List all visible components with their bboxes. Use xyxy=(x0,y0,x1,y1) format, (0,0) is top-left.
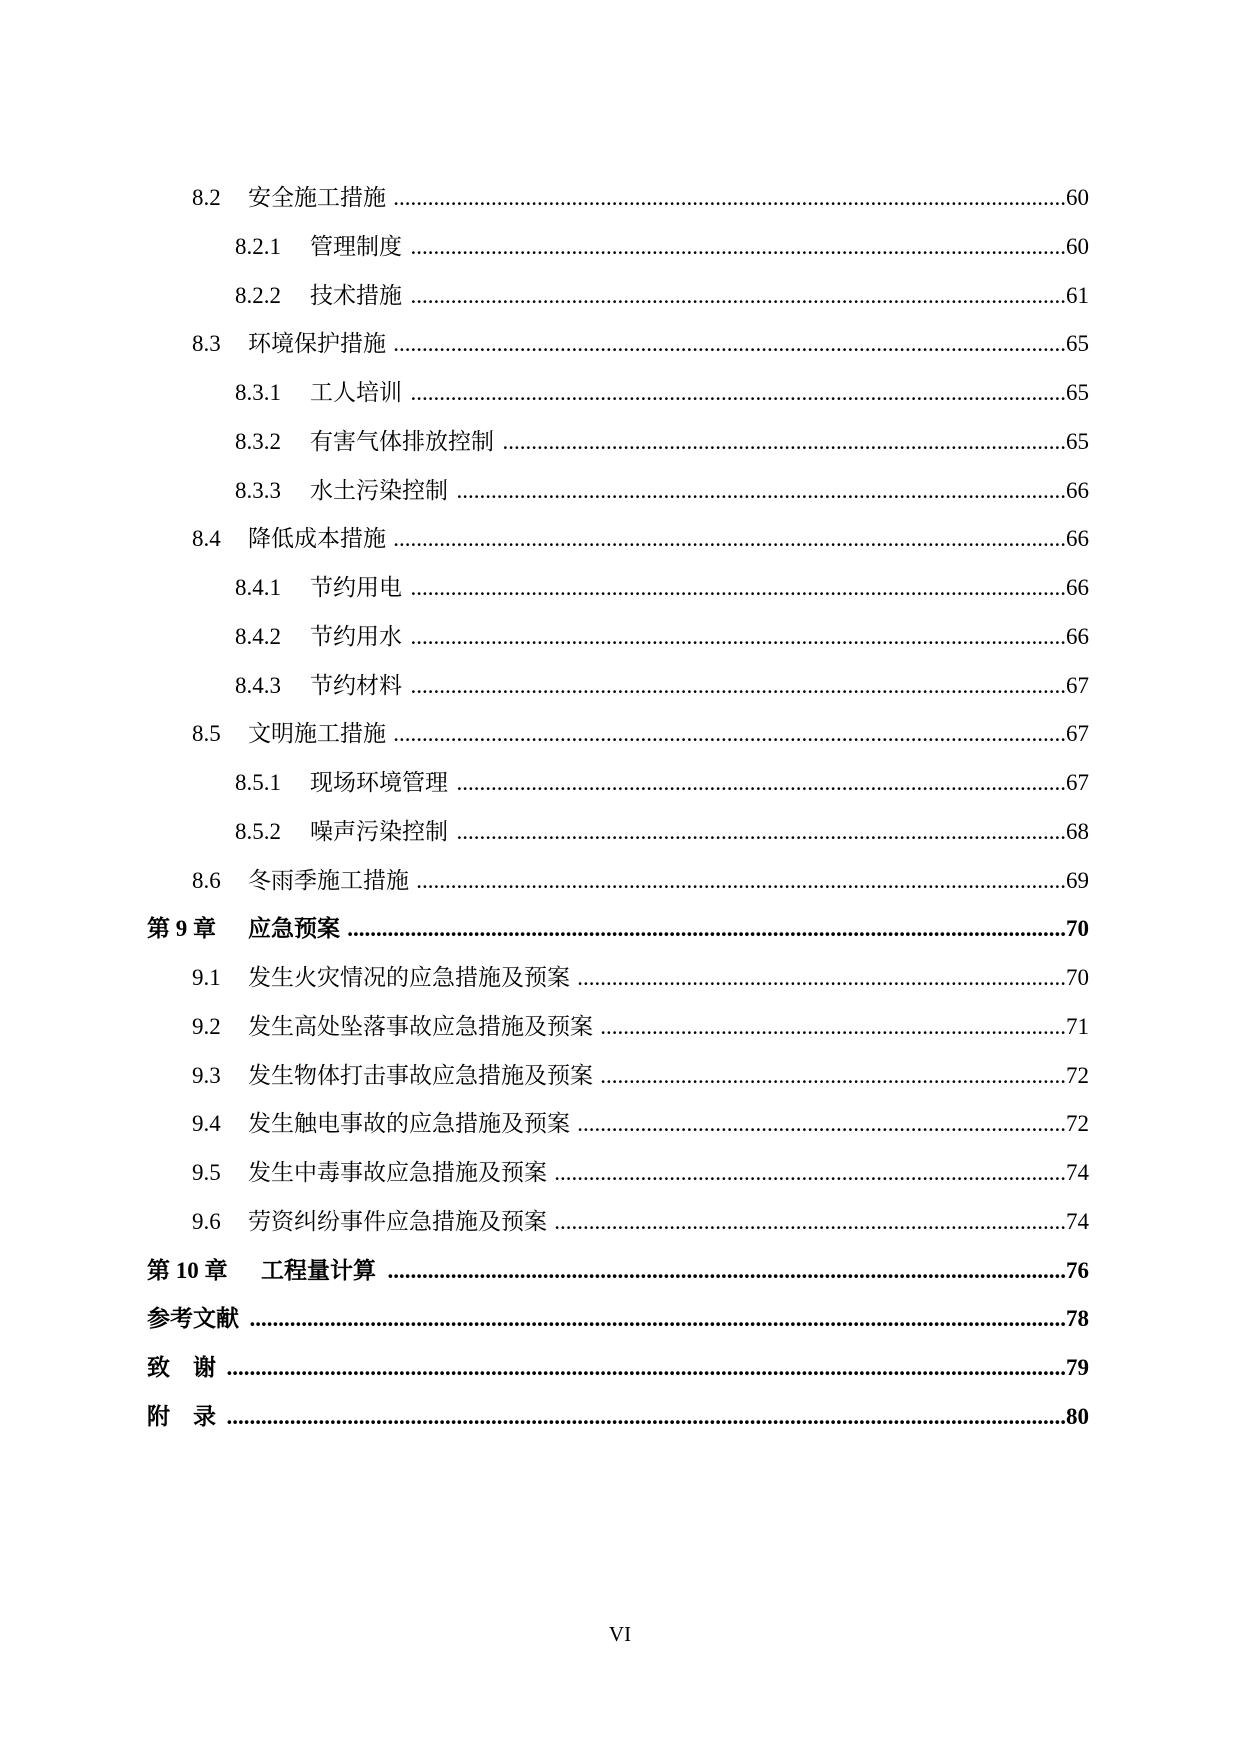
page-ref: 67 xyxy=(1066,721,1089,747)
toc-entry[interactable] xyxy=(235,617,1089,657)
leader-dots: ..................................................................................... xyxy=(577,965,1066,990)
leader-dots: .................................................................................................................. xyxy=(410,623,1066,649)
toc-entry[interactable] xyxy=(147,1397,1089,1437)
toc-entry[interactable] xyxy=(147,1251,1089,1291)
leader-dots: .................................................................................................................. xyxy=(410,282,1066,308)
section-title: 应急预案 xyxy=(248,916,340,942)
toc-entry[interactable] xyxy=(192,861,1089,901)
section-title: 节约用电 xyxy=(310,575,402,600)
leader-dots: .......................................................................................................... xyxy=(456,818,1066,844)
toc-entry[interactable] xyxy=(235,227,1089,267)
leader-dots: .................................................................................................................. xyxy=(410,575,1066,600)
section-title: 工人培训 xyxy=(310,380,402,405)
page-ref: 70 xyxy=(1066,916,1089,942)
section-title: 致 谢 xyxy=(147,1355,216,1380)
section-title: 发生触电事故的应急措施及预案 xyxy=(248,1111,570,1137)
section-number: 第 10 章 xyxy=(147,1257,228,1283)
page-ref: 78 xyxy=(1066,1306,1089,1332)
toc-entry[interactable] xyxy=(192,1104,1089,1144)
leader-dots: .................................................................................................................................................. xyxy=(226,1403,1066,1429)
page-ref: 72 xyxy=(1066,1111,1089,1137)
page-ref: 71 xyxy=(1066,1013,1089,1039)
page-ref: 66 xyxy=(1066,477,1089,503)
section-title: 参考文献 xyxy=(147,1306,239,1332)
page-number: VI xyxy=(608,1622,632,1646)
leader-dots: .......................................................................................................... xyxy=(456,477,1066,503)
page-ref: 61 xyxy=(1066,282,1089,308)
section-number: 8.4.2 xyxy=(235,623,281,649)
leader-dots: ............................................................................................................................. xyxy=(347,916,1066,942)
section-number: 8.4.1 xyxy=(235,575,281,600)
page-ref: 70 xyxy=(1066,965,1089,990)
section-title: 工程量计算 xyxy=(261,1257,376,1283)
section-number: 8.2.1 xyxy=(235,233,281,259)
section-title: 节约材料 xyxy=(310,672,402,698)
section-number: 8.3.3 xyxy=(235,477,281,503)
section-number: 9.5 xyxy=(192,1160,221,1185)
section-number: 9.1 xyxy=(192,965,221,990)
toc-entry[interactable] xyxy=(147,1348,1089,1388)
section-title: 发生高处坠落事故应急措施及预案 xyxy=(248,1013,593,1039)
section-number: 8.3 xyxy=(192,331,221,357)
toc-entry[interactable] xyxy=(235,763,1089,803)
section-number: 8.4 xyxy=(192,526,221,552)
leader-dots: ..................................................................................................................... xyxy=(393,721,1066,747)
toc-entry[interactable] xyxy=(235,422,1089,462)
toc-entry[interactable] xyxy=(235,812,1089,852)
leader-dots: .................................................................................................................. xyxy=(410,233,1066,259)
page-ref: 79 xyxy=(1066,1355,1089,1380)
page-ref: 66 xyxy=(1066,623,1089,649)
leader-dots: .................................................................................................................................................. xyxy=(226,1355,1066,1380)
leader-dots: ..................................................................................................................... xyxy=(393,526,1066,552)
toc-entry[interactable] xyxy=(235,276,1089,316)
page-ref: 72 xyxy=(1066,1062,1089,1088)
toc-entry[interactable] xyxy=(192,324,1089,364)
section-number: 9.3 xyxy=(192,1062,221,1088)
page-ref: 76 xyxy=(1066,1257,1089,1283)
toc-entry[interactable] xyxy=(192,1202,1089,1242)
page-ref: 80 xyxy=(1066,1403,1089,1429)
section-title: 劳资纠纷事件应急措施及预案 xyxy=(248,1208,547,1234)
toc-entry[interactable] xyxy=(147,909,1089,949)
section-title: 发生火灾情况的应急措施及预案 xyxy=(248,965,570,990)
leader-dots: ......................................................................................... xyxy=(554,1160,1066,1185)
toc-entry[interactable] xyxy=(192,714,1089,754)
leader-dots: ................................................................................. xyxy=(600,1013,1066,1039)
section-number: 8.6 xyxy=(192,867,221,893)
page-ref: 65 xyxy=(1066,331,1089,357)
page-ref: 74 xyxy=(1066,1160,1089,1185)
toc-entry[interactable] xyxy=(192,958,1089,998)
page-ref: 69 xyxy=(1066,867,1089,893)
section-number: 8.2 xyxy=(192,185,221,210)
section-title: 管理制度 xyxy=(310,233,402,259)
leader-dots: ..................................................................................................................... xyxy=(393,185,1066,210)
leader-dots: ...................................................................................................................... xyxy=(387,1257,1066,1283)
toc-entry[interactable] xyxy=(192,1153,1089,1193)
section-title: 冬雨季施工措施 xyxy=(248,867,409,893)
page-ref: 68 xyxy=(1066,818,1089,844)
section-title: 降低成本措施 xyxy=(248,526,386,552)
section-title: 文明施工措施 xyxy=(248,721,386,747)
leader-dots: .................................................................................................................. xyxy=(410,380,1066,405)
section-title: 有害气体排放控制 xyxy=(310,428,494,454)
page-ref: 60 xyxy=(1066,233,1089,259)
leader-dots: ................................................................................................................. xyxy=(416,867,1066,893)
page-ref: 67 xyxy=(1066,770,1089,795)
section-title: 水土污染控制 xyxy=(310,477,448,503)
toc-entry[interactable] xyxy=(235,568,1089,608)
toc-entry[interactable] xyxy=(147,1299,1089,1339)
page-ref: 65 xyxy=(1066,428,1089,454)
page-ref: 67 xyxy=(1066,672,1089,698)
section-number: 8.5 xyxy=(192,721,221,747)
toc-entry[interactable] xyxy=(235,666,1089,706)
section-title: 发生中毒事故应急措施及预案 xyxy=(248,1160,547,1185)
section-title: 噪声污染控制 xyxy=(310,818,448,844)
section-title: 发生物体打击事故应急措施及预案 xyxy=(248,1062,593,1088)
leader-dots: .............................................................................................................................................. xyxy=(249,1306,1066,1332)
section-number: 8.5.1 xyxy=(235,770,281,795)
toc-entry[interactable] xyxy=(192,519,1089,559)
page-ref: 66 xyxy=(1066,575,1089,600)
section-title: 技术措施 xyxy=(310,282,402,308)
section-title: 节约用水 xyxy=(310,623,402,649)
section-number: 8.5.2 xyxy=(235,818,281,844)
section-number: 8.4.3 xyxy=(235,672,281,698)
section-number: 第 9 章 xyxy=(147,916,216,942)
section-title: 附 录 xyxy=(147,1403,216,1429)
toc-entry[interactable] xyxy=(192,178,1089,218)
section-title: 环境保护措施 xyxy=(248,331,386,357)
section-title: 安全施工措施 xyxy=(248,185,386,210)
leader-dots: .......................................................................................................... xyxy=(456,770,1066,795)
leader-dots: ......................................................................................... xyxy=(554,1208,1066,1234)
page-ref: 66 xyxy=(1066,526,1089,552)
toc-entry[interactable] xyxy=(192,1007,1089,1047)
section-title: 现场环境管理 xyxy=(310,770,448,795)
toc-entry[interactable] xyxy=(192,1056,1089,1096)
leader-dots: ..................................................................................................................... xyxy=(393,331,1066,357)
section-number: 8.3.1 xyxy=(235,380,281,405)
toc-entry[interactable] xyxy=(235,373,1089,413)
section-number: 9.2 xyxy=(192,1013,221,1039)
page-ref: 60 xyxy=(1066,185,1089,210)
page-ref: 74 xyxy=(1066,1208,1089,1234)
section-number: 8.2.2 xyxy=(235,282,281,308)
page-ref: 65 xyxy=(1066,380,1089,405)
toc-entry[interactable] xyxy=(235,471,1089,511)
leader-dots: ..................................................................................... xyxy=(577,1111,1066,1137)
leader-dots: ................................................................................. xyxy=(600,1062,1066,1088)
section-number: 9.4 xyxy=(192,1111,221,1137)
section-number: 8.3.2 xyxy=(235,428,281,454)
leader-dots: .................................................................................................. xyxy=(502,428,1066,454)
leader-dots: .................................................................................................................. xyxy=(410,672,1066,698)
section-number: 9.6 xyxy=(192,1208,221,1234)
